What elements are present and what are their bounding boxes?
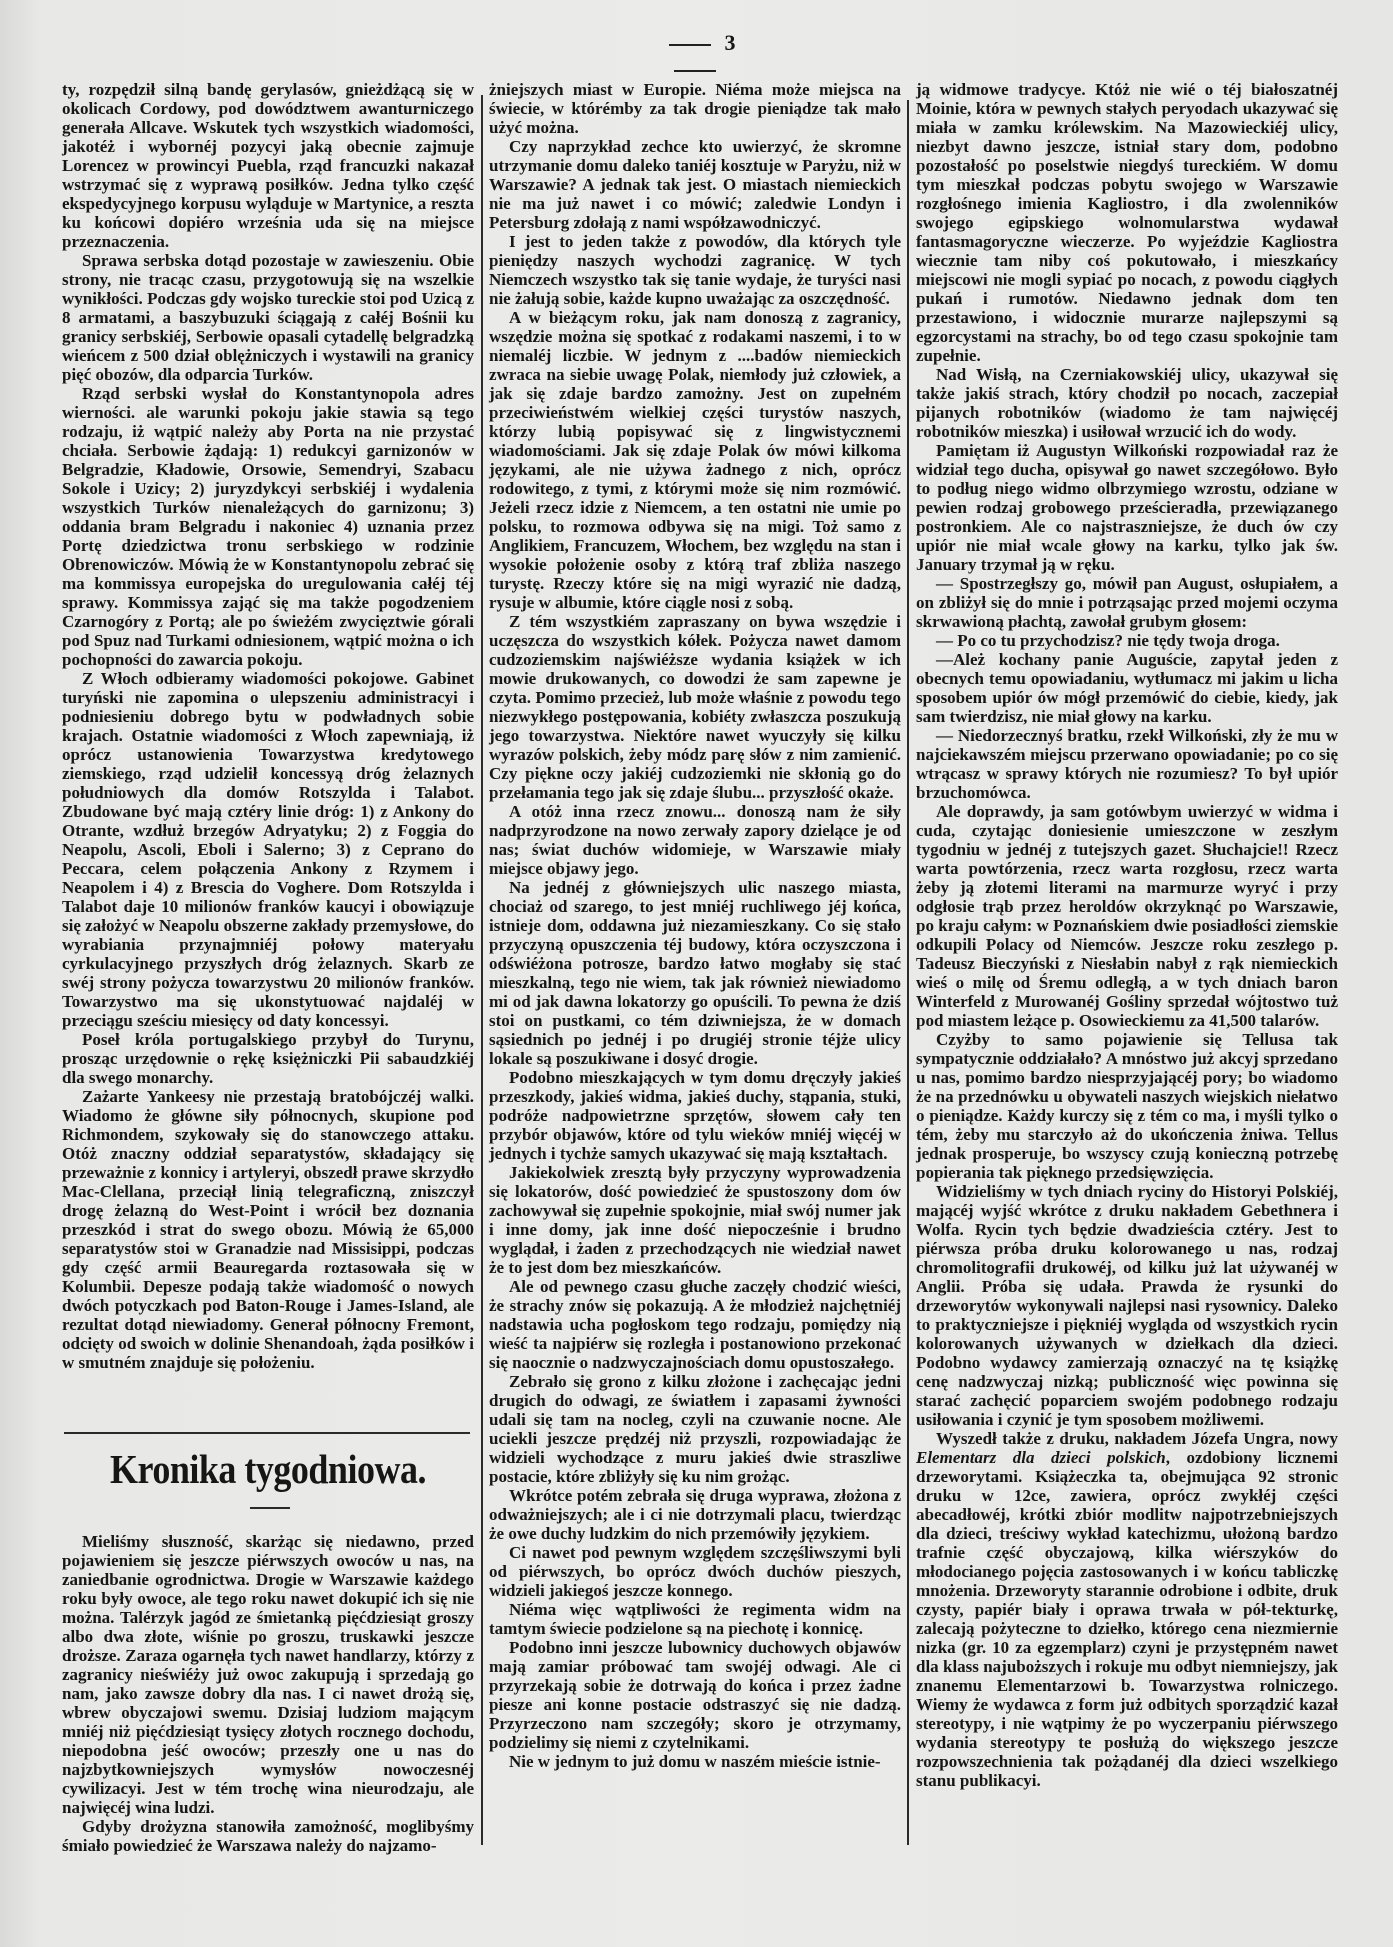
paragraph: Gdyby drożyzna stanowiła zamożność, moglibyśmy śmiało powiedzieć że Warszawa należy do najzamo-	[62, 1817, 474, 1855]
section-heading: Kronika tygodniowa.	[110, 1446, 426, 1492]
paragraph: Podobno inni jeszcze lubownicy duchowych objawów mają zamiar próbować tam swojéj odwagi. Ale ci przyrzekają sobie że dotrwają do końca i przez żadne piesze ani konne postacie odstraszyć się nie dadzą. Przyrzeczono nam szczegóły; skoro je otrzymamy, podzielimy się niemi z czytelnikami.	[489, 1638, 901, 1752]
column-2	[489, 80, 901, 1771]
paragraph: Pamiętam iż Augustyn Wilkoński rozpowiadał raz że widział tego ducha, opisywał go nawet szczegółowo. Było to podług niego widmo olbrzymiego wzrostu, odziane w pewien rodzaj grobowego prześcieradła, przewiązanego postronkiem. Ale co najstraszniejsze, że duch ów czy upiór nie miał wcale głowy na karku, tylko jak św. January trzymał ją w ręku.	[916, 441, 1338, 574]
paragraph: Podobno mieszkających w tym domu dręczyły jakieś przeszkody, jakieś widma, jakieś duchy, stąpania, stuki, podróże nadpowietrzne sprzętów, słowem cały ten przybór objawów, które od tylu wieków mniéj więcéj w jednych i tychże samych ukazywać się mają kształtach.	[489, 1068, 901, 1163]
paragraph: Nie w jednym to już domu w naszém mieście istnie-	[509, 1752, 881, 1771]
paragraph: Mieliśmy słuszność, skarżąc się niedawno, przed pojawieniem się jeszcze piérwszych owoców u nas, na zaniedbanie ogrodnictwa. Drogie w Warszawie każdego roku były owoce, ale tego roku nawet dokupić ich się nie można. Talérzyk jagód ze śmietanką pięćdziesiąt groszy albo dwa złote, wiśnie po groszu, truskawki jeszcze droższe. Zaraza ogarnęła tych nawet handlarzy, którzy z zagranicy nieświéży już owoc zakupują i sprzedają go nam, jako zawsze dobry dla nas. I ci nawet drożą się, wbrew obyczajowi swemu. Dzisiaj ludziom mającym mniéj niż pięćdziesiąt tysięcy złotych rocznego dochodu, niepodobna jeść owoców; przeszły one u nas do najzbytkowniejszych wymysłów nowoczesnéj cywilizacyi. Jest w tém trochę wina nieurodzaju, ale najwięcéj wina ludzi.	[62, 1532, 474, 1817]
column-rule-2	[907, 100, 909, 1845]
paragraph: Sprawa serbska dotąd pozostaje w zawieszeniu. Obie strony, nie tracąc czasu, przygotowują się na wszelkie wynikłości. Podczas gdy wojsko tureckie stoi pod Uzicą z 8 armatami, a baszybuzuki ściągają z całéj Bośnii ku granicy serbskiéj, Serbowie opasali cytadellę belgradzką wieńcem z 500 dział oblężniczych i wystawili na granicy pięć obozów, dla odparcia Turków.	[62, 251, 474, 384]
paragraph: Ale od pewnego czasu głuche zaczęły chodzić wieści, że strachy znów się pokazują. A że młodzież najchętniéj nadstawia ucha pogłoskom tego rodzaju, pomiędzy nią wieść ta najpiérw się rozległa i postanowiono przekonać się naocznie o nadzwyczajnościach domu opustoszałego.	[489, 1277, 901, 1372]
paragraph: ją widmowe tradycye. Któż nie wié o téj białoszatnéj Moinie, która w pewnych stałych peryodach ukazywać się miała w zamku królewskim. Na Mazowieckiéj ulicy, niezbyt dawno jeszcze, istniał stary dom, podobno pozostałość po poselstwie niegdyś tureckiém. W domu tym mieszkał podczas pobytu swojego w Warszawie rozgłośnego imienia Kagliostro, i dla zwolenników swojego egipskiego wolnomularstwa wydawał fantasmagoryczne wieczerze. Po wyjeździe Kagliostra wiecznie tam niby coś pokutowało, i mieszkańcy miejscowi nie mogli sypiać po nocach, z powodu ciągłych pukań i rumotów. Niedawno jednak dom ten przestawiono, i widocznie murarze najlepszymi są egzorcystami na strachy, bo od tego czasu spokojnie tam zupełnie.	[916, 80, 1338, 365]
paragraph: żniejszych miast w Europie. Niéma może miejsca na świecie, w którémby za tak drogie pieniądze tak mało użyć można.	[489, 80, 901, 137]
paragraph: Ale doprawdy, ja sam gotówbym uwierzyć w widma i cuda, czytając doniesienie umieszczone w zeszłym tygodniu w jednéj z tutejszych gazet. Słuchajcie!! Rzecz warta powtórzenia, rzecz warta rozgłosu, rzecz warta żeby ją złotemi literami na marmurze wyryć i przy odgłosie trąb przez heroldów okrzyknąć po Warszawie, po kraju całym: w Poznańskiem dwie posiadłości ziemskie odkupili Polacy od Niemców. Jeszcze roku zeszłego p. Tadeusz Bieczyński z Niesłabin nabył z rąk niemieckich wieś o milę od Śremu odległą, a w tych dniach baron Winterfeld z Murowanéj Gośliny sprzedał wójtostwo tuż pod miastem leżące p. Osowieckiemu za 41,500 talarów.	[916, 802, 1338, 1030]
page-number-text: 3	[724, 30, 736, 55]
heading-underline	[250, 1507, 290, 1509]
paragraph: — Niedorzecznyś bratku, rzekł Wilkoński, zły że mu w najciekawszém miejscu przerwano opowiadanie; po co się wtrącasz w sprawy których nie rozumiesz? To był upiór brzuchomówca.	[916, 726, 1338, 802]
paragraph: — Spostrzegłszy go, mówił pan August, osłupiałem, a on zbliżył się do mnie i potrząsając przed mojemi oczyma skrwawioną płachtą, zawołał grubym głosem:	[916, 574, 1338, 631]
paragraph: I jest to jeden także z powodów, dla których tyle pieniędzy naszych wychodzi zagranicę. W tych Niemczech wszystko tak się tanie wydaje, że turyści nasi nie żałują sobie, każde kupno uważając za oszczędność.	[489, 232, 901, 308]
paragraph: Rząd serbski wysłał do Konstantynopola adres wierności. ale warunki pokoju jakie stawia są tego rodzaju, iż wątpić należy aby Porta na nie przystać chciała. Serbowie żądają: 1) redukcyi garnizonów w Belgradzie, Kładowie, Orsowie, Semendryi, Szabacu Sokole i Uzicy; 2) juryzdykcyi serbskiéj i wydalenia wszystkich Turków nienależących do garnizonu; 3) oddania bram Belgradu i nakoniec 4) uznania przez Portę dziedzictwa tronu serbskiego w rodzinie Obrenowiczów. Mówią że w Konstantynopolu zebrać się ma kommissya europejska do uregulowania całéj téj sprawy. Kommissya zająć się ma także pogodzeniem Czarnogóry z Portą; ale po świeżém zwycięztwie górali pod Spuz nad Turkami odniesionem, wątpić można o ich pochopności do zawarcia pokoju.	[62, 384, 474, 669]
paragraph: Nad Wisłą, na Czerniakowskiéj ulicy, ukazywał się także jakiś strach, który chodził po nocach, zaczepiał pijanych robotników (wiadomo że tam najwięcéj robotników mieszka) i usiłował wrzucić ich do wody.	[916, 365, 1338, 441]
book-title: Elementarz dla dzieci polskich	[916, 1448, 1166, 1467]
page-number	[620, 30, 770, 82]
paragraph: Zebrało się grono z kilku złożone i zachęcając jedni drugich do odwagi, ze światłem i zapasami żywności udali się tam na nocleg, czyli na czuwanie nocne. Ale uciekli jeszcze prędzéj niż przyszli, rozpowiadając że widzieli wychodzące z muru jakieś dwie straszliwe postacie, które zbliżyły się ku nim grożąc.	[489, 1372, 901, 1486]
paragraph: Ci nawet pod pewnym względem szczęśliwszymi byli od piérwszych, bo oprócz dwóch duchów pieszych, widzieli jakiegoś jeszcze konnego.	[489, 1543, 901, 1600]
paragraph: Poseł króla portugalskiego przybył do Turynu, prosząc urzędownie o rękę księżniczki Pii sabaudzkiéj dla swego monarchy.	[62, 1030, 474, 1087]
paragraph-text: , ozdobiony licznemi drzeworytami. Książeczka ta, obejmująca 92 stronic druku w 12ce, zawiera, oprócz zwykłéj części abecadłowéj, krótki zbiór modlitw najpotrzebniejszych dla dzieci, treściwy wykład katechizmu, ułożoną bardzo trafnie część obyczajową, kilka wiérszyków do młodocianego pojęcia zastosowanych i w końcu tabliczkę mnożenia. Drzeworyty starannie odrobione i odbite, druk czysty, papiér biały i oprawa trwała w pół-tekturkę, zalecają pożyteczne to dziełko, którego cena niezmiernie nizka (gr. 10 za egzemplarz) czyni je przystępném nawet dla klass najuboższych i rokuje mu odbyt niemniejszy, jak znanemu Elementarzowi b. Towarzystwa rolniczego. Wiemy że wydawca z form już odbitych sporządzić kazał stereotypy, i nie wątpimy że po wyczerpaniu piérwszego wydania stereotypy te posłużą do większego jeszcze rozpowszechnienia tak pożądanéj dla dzieci wszelkiego stanu publikacyi.	[916, 1448, 1338, 1790]
page-number-dash-left	[669, 44, 711, 46]
paragraph: Czyżby to samo pojawienie się Tellusa tak sympatycznie oddziałało? A mnóstwo już akcyj sprzedano u nas, pomimo bardzo niesprzyjającéj pory; bo wiadomo że na przednówku u obywateli naszych wiejskich niełatwo o pieniądze. Każdy kurczy się z tém co ma, i myśli tylko o tém, żeby mu starczyło aż do ukończenia żniwa. Tellus jednak prosperuje, bo wszyscy czują konieczną potrzebę popierania tak pięknego przedsięwzięcia.	[916, 1030, 1338, 1182]
section-divider	[64, 1432, 470, 1434]
paragraph: Na jednéj z główniejszych ulic naszego miasta, chociaż od szarego, to jest mniéj ruchliwego jéj końca, istnieje dom, oddawna już niezamieszkany. Co się stało przyczyną opuszczenia téj budowy, która oczyszczona i odświéżona potrosze, bardzo łatwo mogłaby się stać mieszkalną, tego nie wiem, tak jak również niewiadomo mi od jak dawna lokatorzy go opuścili. To pewna że dziś stoi on pustkami, co tém dziwniejsza, że w domach sąsiednich po jednéj i po drugiéj stronie téjże ulicy lokale są poszukiwane i dosyć drogie.	[489, 878, 901, 1068]
paragraph: — Po co tu przychodzisz? nie tędy twoja droga.	[936, 631, 1280, 650]
paragraph: Jakiekolwiek zresztą były przyczyny wyprowadzenia się lokatorów, dość powiedzieć że spustoszony dom ów zachowywał się zupełnie spokojnie, miał swój numer jak i inne domy, jak inne dość niepocześnie i brudno wyglądał, i żaden z przechodzących nie wiedział nawet że to jest dom bez mieszkańców.	[489, 1163, 901, 1277]
column-rule-1	[481, 95, 483, 1845]
column-1-news	[62, 80, 474, 1372]
paragraph: Czy naprzykład zechce kto uwierzyć, że skromne utrzymanie domu daleko taniéj kosztuje w Paryżu, niż w Warszawie? A jednak tak jest. O miastach niemieckich nie ma już nawet i co mówić; zaledwie Londyn i Petersburg zdołają z nami współzawodniczyć.	[489, 137, 901, 232]
chronicle-text	[62, 1532, 474, 1855]
paragraph: Zażarte Yankeesy nie przestają bratobójczéj walki. Wiadomo że główne siły północnych, skupione pod Richmondem, szykowały się do stanowczego attaku. Otóż znaczny oddział separatystów, składający się przeważnie z konnicy i artyleryi, obszedł prawe skrzydło Mac-Clellana, przeciął linią telegraficzną, zniszczył drogę żelazną do West-Point i wrócił bez doznania przeszkód i strat do swego obozu. Mówią że 65,000 separatystów stoi w Granadzie nad Missisippi, podczas gdy część armii Beauregarda roztasowała się w Kolumbii. Depesze podają także wiadomość o nowych dwóch potyczkach pod Baton-Rouge i James-Island, ale rezultat dotąd niewiadomy. Generał północny Fremont, odcięty od swoich w dolinie Shenandoah, żąda posiłków i w smutném znajduje się położeniu.	[62, 1087, 474, 1372]
paragraph	[916, 1429, 1338, 1790]
paragraph: Niéma więc wątpliwości że regimenta widm na tamtym świecie podzielone są na piechotę i konnicę.	[489, 1600, 901, 1638]
paragraph: A otóż inna rzecz znowu... donoszą nam że siły nadprzyrodzone na nowo zerwały zapory dzielące je od nas; świat duchów widomieje, w Warszawie miały miejsce objawy jego.	[489, 802, 901, 878]
page-number-dash-right	[674, 70, 716, 72]
paragraph: Z tém wszystkiém zapraszany on bywa wszędzie i uczęszcza do wszystkich kółek. Pożycza nawet damom cudzoziemskim najświéższe wydania książek w ich mowie drukowanych, co dowodzi że sam zapewne je czyta. Pomimo przecież, lub może właśnie z powodu tego niezwykłego postępowania, kobiéty zwłaszcza poszukują jego towarzystwa. Niektóre nawet wyuczyły się kilku wyrazów polskich, żeby módz parę słów z nim zamienić. Czy piękne oczy jakiéj cudzoziemki nie skłonią go do przełamania tego jak się zdaje ślubu... przyszłość okaże.	[489, 612, 901, 802]
paragraph: Z Włoch odbieramy wiadomości pokojowe. Gabinet turyński nie zapomina o ulepszeniu administracyi i podniesieniu dobrego bytu w podwładnych sobie krajach. Ostatnie wiadomości z Włoch zapewniają, iż oprócz ustanowienia Towarzystwa kredytowego ziemskiego, rząd udzielił koncessyą dróg żelaznych południowych dla domów Rotszylda i Talabot. Zbudowane być mają cztéry linie dróg: 1) z Ankony do Otrante, wzdłuż brzegów Adryatyku; 2) z Foggia do Neapolu, Ascoli, Eboli i Salerno; 3) z Ceprano do Peccara, celem połączenia Ankony z Rzymem i Neapolem i 4) z Brescia do Voghere. Dom Rotszylda i Talabot daje 10 milionów franków kaucyi i obowiązuje się założyć w Neapolu obszerne zakłady przemysłowe, do wyrabiania przynajmniéj połowy materyału cyrkulacyjnego przyszłych dróg żelaznych. Skarb ze swéj strony pożycza towarzystwu 20 milionów franków. Towarzystwo ma się ukonstytuować najdaléj w przeciągu sześciu miesięcy od daty koncessyi.	[62, 669, 474, 1030]
paragraph: ty, rozpędził silną bandę gerylasów, gnieżdżącą się w okolicach Cordowy, pod dowództwem awanturniczego generała Allcave. Wskutek tych wszystkich wiadomości, jakotéż i wybornéj pozycyi jaką obecnie zajmuje Lorencez w prowincyi Puebla, rząd francuzki nakazał wstrzymać się z wyprawą posiłków. Jedna tylko część ekspedycyjnego korpusu wyląduje w Martynice, a reszta ku końcowi dopiéro września uda się na miejsce przeznaczenia.	[62, 80, 474, 251]
paragraph-text: Wyszedł także z druku, nakładem Józefa Ungra, nowy	[936, 1429, 1338, 1448]
paragraph: Wkrótce potém zebrała się druga wyprawa, złożona z odważniejszych; ale i ci nie dotrzymali placu, twierdząc że owe duchy ludzkim do nich przemówiły językiem.	[489, 1486, 901, 1543]
paragraph: Widzieliśmy w tych dniach ryciny do Historyi Polskiéj, mającéj wyjść wkrótce z druku nakładem Gebethnera i Wolfa. Rycin tych będzie dwadzieścia cztéry. Jest to piérwsza próba druku kolorowanego u nas, rodzaj chromolitografii drukowéj, od kilku już lat używanéj w Anglii. Próba się udała. Prawda że rysunki do drzeworytów wykonywali najlepsi nasi rysownicy. Daleko to praktyczniejsze i piękniéj wygląda od wszystkich rycin kolorowanych używanych w dziełkach dla dzieci. Podobno wydawcy zamierzają oznaczyć na tę książkę cenę nadzwyczaj nizką; publiczność więc powinna się starać zachęcić poparciem swojém podobnego rodzaju usiłowania i czynić je tym sposobem możliwemi.	[916, 1182, 1338, 1429]
column-3	[916, 80, 1338, 1790]
paragraph: A w bieżącym roku, jak nam donoszą z zagranicy, wszędzie można się spotkać z rodakami naszemi, i to w niemaléj liczbie. W jednym z ....badów niemieckich zwraca na siebie uwagę Polak, niemłody już człowiek, a jak się zdaje bardzo zamożny. Jest on zupełném przeciwieństwém wielkiej części turystów naszych, którzy lubią popisywać się z lingwistycznemi wiadomościami. Jak się zdaje Polak ów mówi kilkoma językami, ale nie używa żadnego z nich, oprócz rodowitego, z tymi, z którymi może się nim rozmówić. Jeżeli rzecz idzie z Niemcem, a ten ostatni nie umie po polsku, to rozmowa odbywa się na migi. Toż samo z Anglikiem, Francuzem, Włochem, bez względu na stan i wysokie położenie osoby z którą traf zbliża naszego turystę. Rzeczy które się na migi wyrazić nie dadzą, rysuje w albumie, które ciągle nosi z sobą.	[489, 308, 901, 612]
paragraph: —Ależ kochany panie Auguście, zapytał jeden z obecnych temu opowiadaniu, wytłumacz mi jakim u licha sposobem upiór ów mógł przemówić do ciebie, kiedy, jak sam twierdzisz, nie miał głowy na karku.	[916, 650, 1338, 726]
